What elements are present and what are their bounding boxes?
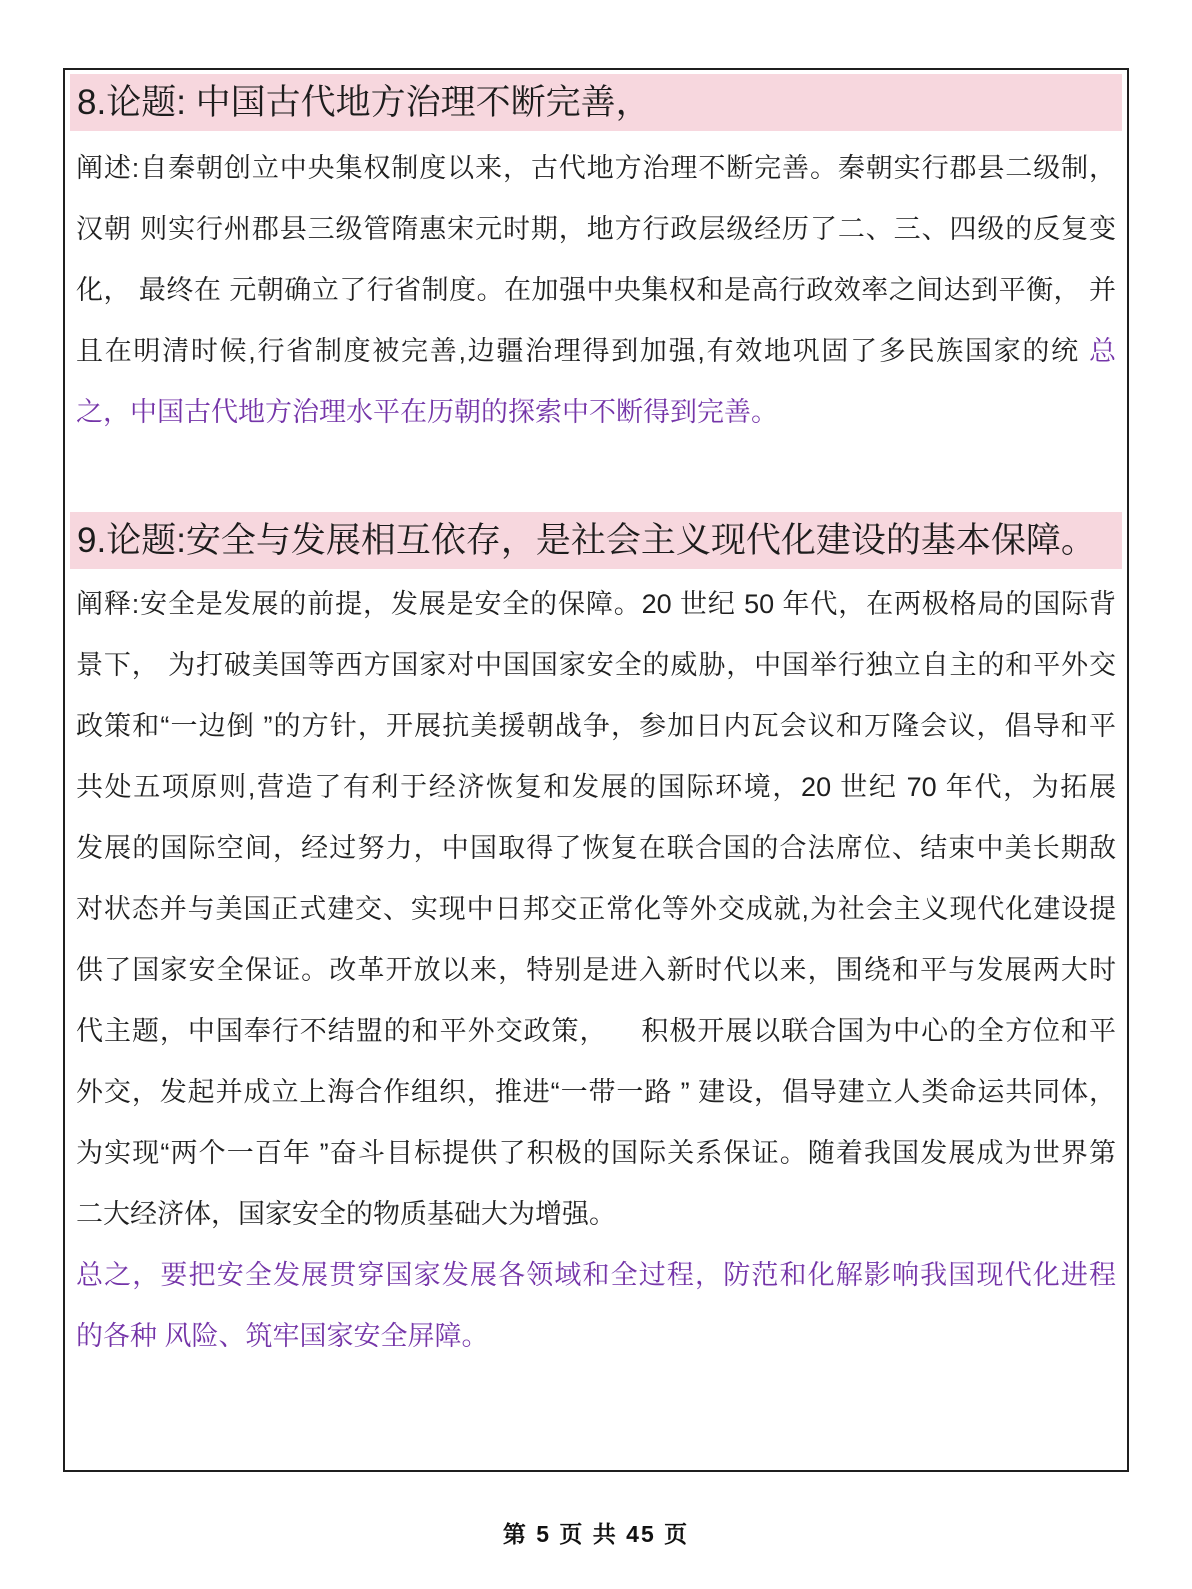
text-line: 共处五项原则,营造了有利于经济恢复和发展的国际环境，20 世纪 70 年代，为拓展 (76, 772, 1116, 802)
section-8-title-highlight (70, 74, 1122, 131)
text-line: 二大经济体，国家安全的物质基础大为增强。 (76, 1199, 616, 1229)
conclusion-line: 的各种 风险、筑牢国家安全屏障。 (76, 1321, 489, 1351)
text-line: 阐述:自秦朝创立中央集权制度以来，古代地方治理不断完善。秦朝实行郡县二级制， (76, 153, 1116, 183)
text-line: 供了国家安全保证。改革开放以来，特别是进入新时代以来，围绕和平与发展两大时 (76, 955, 1116, 985)
section-9-title: 9.论题:安全与发展相互依存，是社会主义现代化建设的基本保障。 (77, 521, 1096, 560)
text-line: 代主题，中国奉行不结盟的和平外交政策， 积极开展以联合国为中心的全方位和平 (76, 1016, 1116, 1046)
text-line: 对状态并与美国正式建交、实现中日邦交正常化等外交成就,为社会主义现代化建设提 (76, 894, 1116, 924)
text-line: 外交，发起并成立上海合作组织，推进“一带一路 ” 建设，倡导建立人类命运共同体， (76, 1077, 1116, 1107)
text-line: 阐释:安全是发展的前提，发展是安全的保障。20 世纪 50 年代，在两极格局的国际背 (76, 589, 1116, 619)
document-box (63, 68, 1129, 1472)
text-line (76, 321, 1116, 382)
section-9-body (76, 574, 1116, 1367)
text-line: 景下， 为打破美国等西方国家对中国国家安全的威胁，中国举行独立自主的和平外交 (76, 650, 1116, 680)
text-line: 为实现“两个一百年 ”奋斗目标提供了积极的国际关系保证。随着我国发展成为世界第 (76, 1138, 1116, 1168)
section-9-title-highlight (70, 512, 1122, 569)
page-number: 第 5 页 共 45 页 (502, 1521, 690, 1547)
conclusion-line: 之，中国古代地方治理水平在历朝的探索中不断得到完善。 (76, 397, 778, 427)
conclusion-text-segment: 总 (1089, 336, 1116, 366)
text-line: 汉朝 则实行州郡县三级管隋惠宋元时期，地方行政层级经历了二、三、四级的反复变 (76, 214, 1116, 244)
section-8-title: 8.论题: 中国古代地方治理不断完善， (77, 83, 651, 122)
text-line: 化， 最终在 元朝确立了行省制度。在加强中央集权和是高行政效率之间达到平衡， 并 (76, 275, 1116, 305)
section-8-body (76, 138, 1116, 443)
conclusion-line: 总之，要把安全发展贯穿国家发展各领域和全过程，防范和化解影响我国现代化进程 (76, 1260, 1116, 1290)
text-segment: 且在明清时候,行省制度被完善,边疆治理得到加强,有效地巩固了多民族国家的统 (76, 336, 1089, 366)
text-line: 政策和“一边倒 ”的方针，开展抗美援朝战争，参加日内瓦会议和万隆会议，倡导和平 (76, 711, 1116, 741)
text-line: 发展的国际空间，经过努力，中国取得了恢复在联合国的合法席位、结束中美长期敌 (76, 833, 1116, 863)
